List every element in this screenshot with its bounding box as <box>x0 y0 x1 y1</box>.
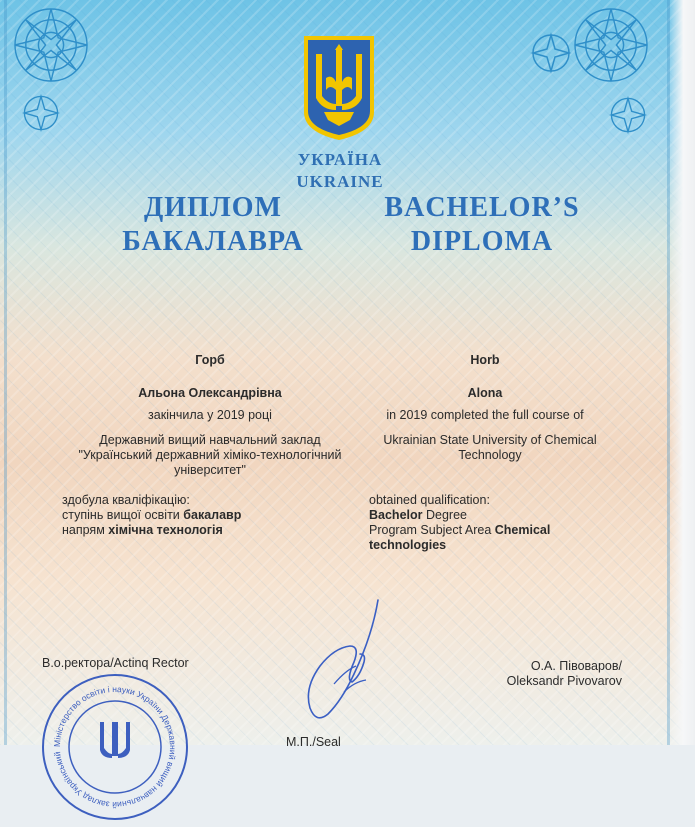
area-line <box>62 523 362 538</box>
handwritten-signature <box>294 596 394 726</box>
degree-suffix: Degree <box>422 508 467 522</box>
institution-line: Technology <box>458 448 522 462</box>
institution-line: Державний вищий навчальний заклад <box>99 433 321 447</box>
institution-ukrainian <box>40 433 380 478</box>
degree-value: Bachelor <box>369 508 423 522</box>
rosette-ornament-icon <box>566 0 656 90</box>
given-name-english: Alona <box>467 386 503 400</box>
title-line: ДИПЛОМ <box>144 192 282 223</box>
area-line <box>369 523 619 538</box>
rosette-ornament-icon <box>6 0 96 90</box>
area-prefix: Program Subject Area <box>369 523 495 537</box>
seal-label: М.П./Seal <box>286 735 341 749</box>
given-name-ukrainian: Альона Олександрівна <box>138 386 282 400</box>
degree-prefix: ступінь вищої освіти <box>62 508 184 522</box>
small-rosette-icon <box>526 28 576 78</box>
rector-name-english: Oleksandr Pivovarov <box>506 674 622 688</box>
small-rosette-icon <box>18 90 64 136</box>
completion-english: in 2019 completed the full course of <box>386 408 584 422</box>
degree-line <box>62 508 362 523</box>
coat-of-arms-icon <box>302 34 376 142</box>
area-value: хімічна технологія <box>108 523 223 537</box>
title-line: БАКАЛАВРА <box>122 226 304 257</box>
diploma-title-ukrainian <box>118 191 308 259</box>
country-name-english: UKRAINE <box>296 172 384 191</box>
institution-line: Ukrainian State University of Chemical <box>383 433 597 447</box>
surname-english: Horb <box>470 353 500 367</box>
institution-english <box>360 433 620 463</box>
title-line: BACHELOR’S <box>384 192 580 223</box>
qualification-english <box>369 493 619 553</box>
title-line: DIPLOMA <box>410 226 554 257</box>
qualification-intro: obtained qualification: <box>369 493 490 507</box>
degree-line <box>369 508 619 523</box>
paper-edge <box>669 0 695 745</box>
university-seal <box>40 672 190 822</box>
small-rosette-icon <box>605 92 651 138</box>
institution-line: "Український державний хіміко-технологічний <box>78 448 342 462</box>
qualification-ukrainian <box>62 493 362 538</box>
area-prefix: напрям <box>62 523 109 537</box>
area-value-continued: technologies <box>369 538 447 552</box>
completion-ukrainian: закінчила у 2019 році <box>148 408 272 422</box>
degree-value: бакалавр <box>183 508 242 522</box>
seal-text: Міністерство освіти і науки України Державний вищий навчальний заклад Український <box>51 683 179 811</box>
area-value: Chemical <box>494 523 551 537</box>
svg-text:Міністерство освіти і науки Ук <box>40 672 178 810</box>
qualification-intro: здобула кваліфікацію: <box>62 493 190 507</box>
rector-label: В.о.ректора/Actinq Rector <box>42 656 189 670</box>
country-name-ukrainian: УКРАЇНА <box>297 150 383 169</box>
diploma-title-english <box>372 191 592 259</box>
rector-name-ukrainian: О.А. Півоваров/ <box>530 659 622 673</box>
institution-line: університет" <box>174 463 246 477</box>
surname-ukrainian: Горб <box>195 353 225 367</box>
